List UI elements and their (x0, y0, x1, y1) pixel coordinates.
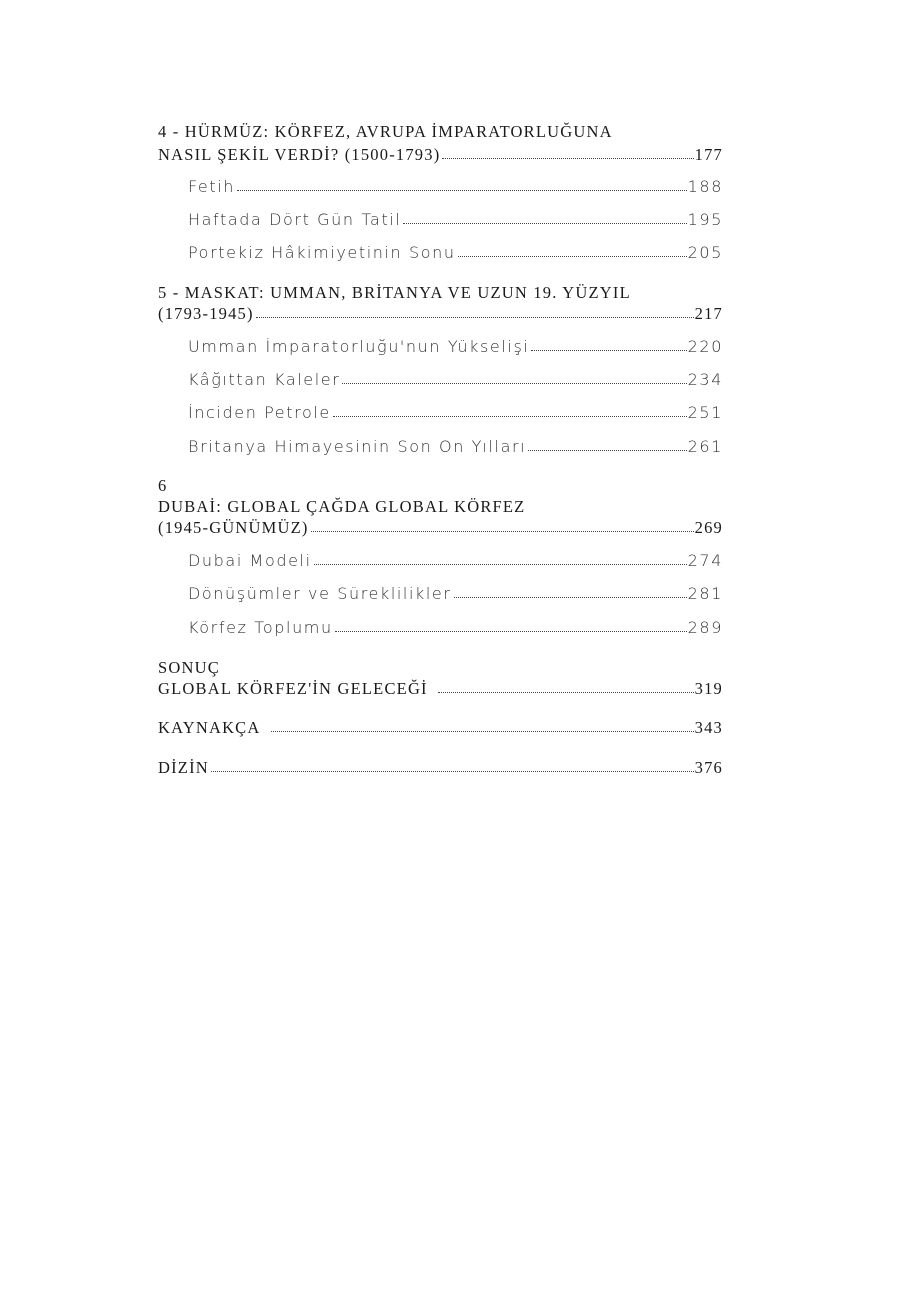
section-page: 281 (687, 584, 723, 603)
bibliography-title: KAYNAKÇA (158, 718, 261, 737)
dot-leader (314, 564, 687, 565)
chapter-4-heading: 4 - HÜRMÜZ: KÖRFEZ, AVRUPA İMPARATORLUĞUNA (158, 122, 613, 141)
dot-leader (342, 383, 686, 384)
section-title: Haftada Dört Gün Tatil (188, 210, 402, 229)
bibliography-entry[interactable] (158, 718, 723, 738)
section-title: Britanya Himayesinin Son On Yılları (188, 437, 527, 456)
conclusion-page: 319 (694, 679, 723, 698)
dot-leader (403, 223, 686, 224)
toc-section-entry[interactable] (188, 437, 723, 456)
chapter-4-title: NASIL ŞEKİL VERDİ? (1500-1793) (158, 145, 441, 164)
section-page: 195 (687, 210, 723, 229)
section-page: 220 (687, 337, 723, 356)
toc-section-entry[interactable] (188, 403, 723, 422)
dot-leader (528, 450, 686, 451)
bibliography-page: 343 (694, 718, 723, 737)
toc-section-entry[interactable] (188, 370, 723, 389)
section-title: İnciden Petrole (188, 403, 331, 422)
chapter-6-title: (1945-GÜNÜMÜZ) (158, 518, 309, 537)
section-title: Fetih (188, 177, 236, 196)
section-page: 234 (687, 370, 723, 389)
dot-leader (271, 731, 694, 732)
dot-leader (311, 531, 694, 532)
chapter-4-entry[interactable] (158, 145, 723, 165)
section-title: Dubai Modeli (188, 551, 312, 570)
section-page: 188 (687, 177, 723, 196)
chapter-6-entry[interactable] (158, 518, 723, 538)
section-title: Dönüşümler ve Süreklilikler (188, 584, 452, 603)
conclusion-title: GLOBAL KÖRFEZ'İN GELECEĞİ (158, 679, 428, 698)
section-page: 289 (687, 618, 723, 637)
section-page: 205 (687, 243, 723, 262)
index-page: 376 (694, 758, 723, 777)
chapter-5-entry[interactable] (158, 304, 723, 324)
toc-section-entry[interactable] (188, 177, 723, 196)
section-title: Körfez Toplumu (188, 618, 333, 637)
chapter-5-page: 217 (694, 304, 723, 323)
toc-section-entry[interactable] (188, 584, 723, 603)
dot-leader (442, 158, 693, 159)
section-page: 274 (687, 551, 723, 570)
chapter-5-title: (1793-1945) (158, 304, 254, 323)
toc-section-entry[interactable] (188, 243, 723, 262)
conclusion-heading: SONUÇ (158, 658, 220, 677)
dot-leader (237, 190, 687, 191)
index-title: DİZİN (158, 758, 209, 777)
chapter-6-number: 6 (158, 476, 168, 495)
section-page: 261 (687, 437, 723, 456)
dot-leader (531, 350, 686, 351)
toc-section-entry[interactable] (188, 210, 723, 229)
toc-section-entry[interactable] (188, 618, 723, 637)
section-title: Kâğıttan Kaleler (188, 370, 341, 389)
dot-leader (256, 317, 694, 318)
section-page: 251 (687, 403, 723, 422)
dot-leader (335, 631, 687, 632)
toc-section-entry[interactable] (188, 551, 723, 570)
index-entry[interactable] (158, 758, 723, 778)
chapter-5-heading: 5 - MASKAT: UMMAN, BRİTANYA VE UZUN 19. YÜZYIL (158, 283, 631, 302)
chapter-4-page: 177 (694, 145, 723, 164)
dot-leader (458, 256, 687, 257)
dot-leader (333, 416, 687, 417)
dot-leader (211, 771, 694, 772)
conclusion-entry[interactable] (158, 679, 723, 699)
dot-leader (454, 597, 687, 598)
chapter-6-page: 269 (694, 518, 723, 537)
chapter-6-heading: DUBAİ: GLOBAL ÇAĞDA GLOBAL KÖRFEZ (158, 497, 526, 516)
toc-section-entry[interactable] (188, 337, 723, 356)
section-title: Portekiz Hâkimiyetinin Sonu (188, 243, 456, 262)
section-title: Umman İmparatorluğu'nun Yükselişi (188, 337, 530, 356)
dot-leader (438, 692, 694, 693)
